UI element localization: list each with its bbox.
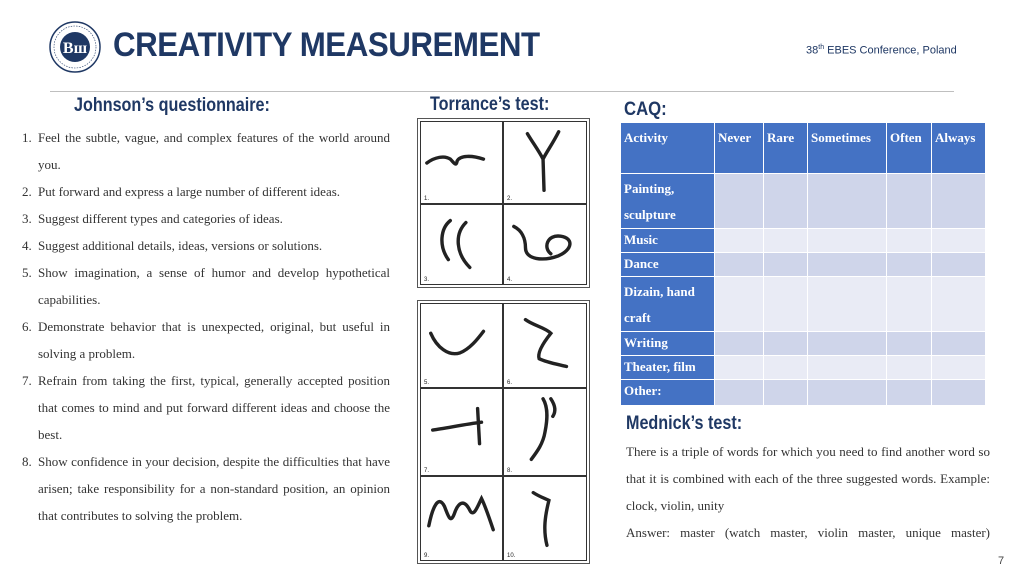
rating-cell[interactable]	[764, 253, 808, 277]
list-item: 6. Demonstrate behavior that is unexpected, original, but useful in solving a problem.	[22, 319, 390, 361]
torrance-figure-7: 7.	[420, 388, 503, 476]
table-row	[621, 253, 986, 277]
rating-cell[interactable]	[887, 332, 932, 356]
list-item: 3. Suggest different types and categories of ideas.	[22, 211, 283, 226]
rating-cell[interactable]	[764, 380, 808, 406]
rating-cell[interactable]	[764, 229, 808, 253]
table-row	[621, 332, 986, 356]
rating-cell[interactable]	[715, 277, 764, 332]
johnson-list	[22, 124, 390, 529]
activity-cell: Theater, film	[621, 356, 715, 380]
rating-cell[interactable]	[887, 380, 932, 406]
mednick-text	[626, 438, 990, 546]
torrance-figure-1: 1.	[420, 121, 503, 204]
johnson-heading: Johnson’s questionnaire:	[74, 95, 270, 116]
rating-cell[interactable]	[808, 356, 887, 380]
rating-cell[interactable]	[887, 277, 932, 332]
rating-cell[interactable]	[887, 174, 932, 229]
page-number: 7	[998, 555, 1005, 567]
activity-cell: Writing	[621, 332, 715, 356]
rating-cell[interactable]	[932, 229, 986, 253]
rating-cell[interactable]	[764, 332, 808, 356]
column-header: Rare	[764, 123, 808, 174]
activity-cell: Dizain, hand craft	[621, 277, 715, 332]
column-header: Always	[932, 123, 986, 174]
rating-cell[interactable]	[715, 253, 764, 277]
svg-text:Вш: Вш	[62, 40, 88, 57]
rating-cell[interactable]	[932, 277, 986, 332]
rating-cell[interactable]	[715, 332, 764, 356]
activity-cell: Painting, sculpture	[621, 174, 715, 229]
rating-cell[interactable]	[887, 356, 932, 380]
mednick-heading: Mednick’s test:	[626, 413, 743, 434]
rating-cell[interactable]	[764, 356, 808, 380]
column-header: Never	[715, 123, 764, 174]
rating-cell[interactable]	[808, 380, 887, 406]
rating-cell[interactable]	[715, 356, 764, 380]
page-title: CREATIVITY MEASUREMENT	[113, 26, 540, 64]
rating-cell[interactable]	[808, 253, 887, 277]
rating-cell[interactable]	[932, 356, 986, 380]
rating-cell[interactable]	[932, 332, 986, 356]
torrance-heading: Torrance’s test:	[430, 94, 550, 115]
list-item: 1. Feel the subtle, vague, and complex features of the world around you.	[22, 130, 390, 172]
conference-label: 38th EBES Conference, Poland	[806, 44, 957, 57]
rating-cell[interactable]	[887, 229, 932, 253]
table-row	[621, 356, 986, 380]
list-item: 8. Show confidence in your decision, despite the difficulties that have arisen; take responsibility for a non-standard position, an opinion that contributes to solving the problem.	[22, 454, 390, 523]
table-header-row	[621, 123, 986, 174]
header-divider	[50, 91, 954, 92]
caq-table	[620, 122, 986, 406]
list-item: 2. Put forward and express a large number of different ideas.	[22, 184, 341, 199]
rating-cell[interactable]	[932, 380, 986, 406]
rating-cell[interactable]	[808, 277, 887, 332]
rating-cell[interactable]	[932, 253, 986, 277]
rating-cell[interactable]	[764, 174, 808, 229]
torrance-figure-9: 9.	[420, 476, 503, 561]
list-item: 7. Refrain from taking the first, typical, generally accepted position that comes to mind and put forward different ideas and choose the best.	[22, 373, 390, 442]
rating-cell[interactable]	[715, 380, 764, 406]
table-row	[621, 380, 986, 406]
torrance-figure-3: 3.	[420, 204, 503, 285]
mednick-description: There is a triple of words for which you need to find another word so that it is combined with each of the three suggested words. Example: clock, violin, unity	[626, 444, 990, 513]
rating-cell[interactable]	[887, 253, 932, 277]
column-header: Sometimes	[808, 123, 887, 174]
activity-cell: Other:	[621, 380, 715, 406]
torrance-figure-2: 2.	[503, 121, 587, 204]
table-row	[621, 229, 986, 253]
torrance-figure-4: 4.	[503, 204, 587, 285]
list-item: 4. Suggest additional details, ideas, versions or solutions.	[22, 238, 323, 253]
activity-cell: Music	[621, 229, 715, 253]
rating-cell[interactable]	[808, 332, 887, 356]
list-item: 5. Show imagination, a sense of humor and develop hypothetical capabilities.	[22, 265, 390, 307]
rating-cell[interactable]	[808, 229, 887, 253]
rating-cell[interactable]	[715, 229, 764, 253]
table-row	[621, 174, 986, 229]
rating-cell[interactable]	[932, 174, 986, 229]
rating-cell[interactable]	[715, 174, 764, 229]
caq-heading: CAQ:	[624, 99, 667, 120]
hse-university-logo-icon	[48, 20, 102, 74]
activity-cell: Dance	[621, 253, 715, 277]
column-header: Activity	[621, 123, 715, 174]
torrance-figure-10: 10.	[503, 476, 587, 561]
rating-cell[interactable]	[808, 174, 887, 229]
rating-cell[interactable]	[764, 277, 808, 332]
table-row	[621, 277, 986, 332]
mednick-answer: Answer: master (watch master, violin master, unique master)	[626, 525, 990, 540]
torrance-figure-5: 5.	[420, 303, 503, 388]
torrance-figure-8: 8.	[503, 388, 587, 476]
column-header: Often	[887, 123, 932, 174]
torrance-figure-6: 6.	[503, 303, 587, 388]
